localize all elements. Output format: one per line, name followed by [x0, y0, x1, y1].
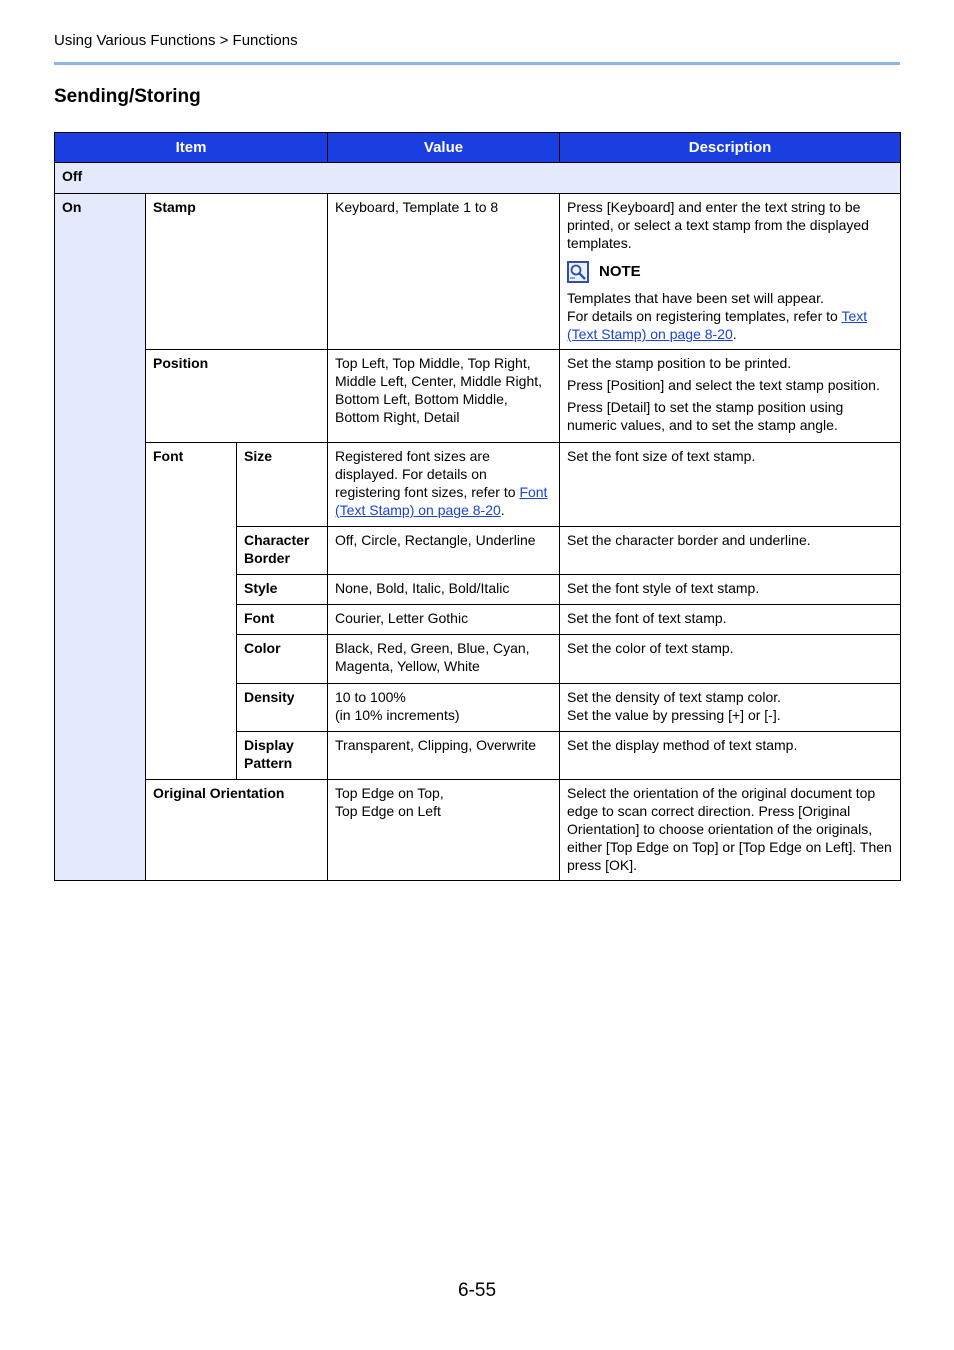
density-description — [560, 684, 901, 732]
font-label: Font — [146, 443, 237, 780]
stamp-value: Keyboard, Template 1 to 8 — [328, 194, 560, 350]
size-description: Set the font size of text stamp. — [560, 443, 901, 527]
character-border-value: Off, Circle, Rectangle, Underline — [328, 527, 560, 575]
table-header-row — [55, 133, 901, 163]
breadcrumb: Using Various Functions > Functions — [54, 32, 298, 49]
display-pattern-value: Transparent, Clipping, Overwrite — [328, 732, 560, 780]
page-number: 6-55 — [458, 1280, 497, 1301]
position-label: Position — [146, 350, 328, 443]
column-header-item: Item — [55, 133, 328, 163]
column-header-description: Description — [560, 133, 901, 163]
text-stamp-link[interactable]: Text (Text Stamp) on page 8-20 — [567, 308, 868, 342]
display-pattern-description: Set the display method of text stamp. — [560, 732, 901, 780]
note-line-2 — [567, 307, 893, 343]
stamp-desc-text: Press [Keyboard] and enter the text string to be printed, or select a text stamp from the displayed templates. — [567, 199, 869, 251]
position-description — [560, 350, 901, 443]
color-value: Black, Red, Green, Blue, Cyan, Magenta, Yellow, White — [328, 635, 560, 684]
table-row-position — [55, 350, 901, 443]
note-line-2-text: For details on registering templates, refer to — [567, 308, 842, 324]
table-row-stamp — [55, 194, 901, 350]
color-description: Set the color of text stamp. — [560, 635, 901, 684]
position-value: Top Left, Top Middle, Top Right, Middle Left, Center, Middle Right, Bottom Left, Bottom Middle, Bottom Right, Detail — [328, 350, 560, 443]
character-border-label: Character Border — [237, 527, 328, 575]
table-row-off — [55, 163, 901, 194]
header-rule — [54, 62, 900, 65]
density-value — [328, 684, 560, 732]
table-row-original-orientation — [55, 780, 901, 881]
position-desc-1: Set the stamp position to be printed. — [567, 355, 792, 371]
font-sub-label: Font — [237, 605, 328, 635]
density-label: Density — [237, 684, 328, 732]
section-title: Sending/Storing — [54, 86, 201, 107]
original-orientation-description: Select the orientation of the original document top edge to scan correct direction. Press [Original Orientation] to choose orientation of the originals, either [Top Edge on Top] or [Top Edge on Left]. Then press [OK]. — [560, 780, 901, 881]
table-row-font-size — [55, 443, 901, 527]
note-icon — [567, 261, 589, 283]
size-value — [328, 443, 560, 527]
size-value-end: . — [500, 502, 505, 518]
font-sub-description: Set the font of text stamp. — [560, 605, 901, 635]
note-line-1: Templates that have been set will appear. — [567, 290, 824, 306]
position-desc-3: Press [Detail] to set the stamp position using numeric values, and to set the stamp angle. — [567, 399, 844, 433]
density-value-1: 10 to 100% — [335, 689, 406, 705]
font-stamp-link[interactable]: Font (Text Stamp) on page 8-20 — [335, 484, 548, 518]
size-label: Size — [237, 443, 328, 527]
density-desc-1: Set the density of text stamp color. — [567, 689, 782, 705]
style-value: None, Bold, Italic, Bold/Italic — [328, 575, 560, 605]
density-value-2: (in 10% increments) — [335, 707, 460, 723]
original-orientation-label: Original Orientation — [146, 780, 328, 881]
note-line-2-end: . — [732, 326, 737, 342]
on-item: On — [55, 194, 146, 881]
stamp-label: Stamp — [146, 194, 328, 350]
style-description: Set the font style of text stamp. — [560, 575, 901, 605]
note-label: NOTE — [599, 263, 641, 280]
size-value-text: Registered font sizes are displayed. For details on registering font sizes, refer to — [335, 448, 520, 500]
font-sub-value: Courier, Letter Gothic — [328, 605, 560, 635]
settings-table — [54, 132, 901, 881]
orientation-value-1: Top Edge on Top, — [335, 785, 444, 801]
column-header-value: Value — [328, 133, 560, 163]
color-label: Color — [237, 635, 328, 684]
style-label: Style — [237, 575, 328, 605]
density-desc-2: Set the value by pressing [+] or [-]. — [567, 707, 781, 723]
note-heading — [567, 261, 893, 283]
original-orientation-value — [328, 780, 560, 881]
character-border-description: Set the character border and underline. — [560, 527, 901, 575]
position-desc-2: Press [Position] and select the text stamp position. — [567, 377, 880, 393]
display-pattern-label: Display Pattern — [237, 732, 328, 780]
stamp-description — [560, 194, 901, 350]
off-item: Off — [55, 163, 901, 194]
orientation-value-2: Top Edge on Left — [335, 803, 441, 819]
